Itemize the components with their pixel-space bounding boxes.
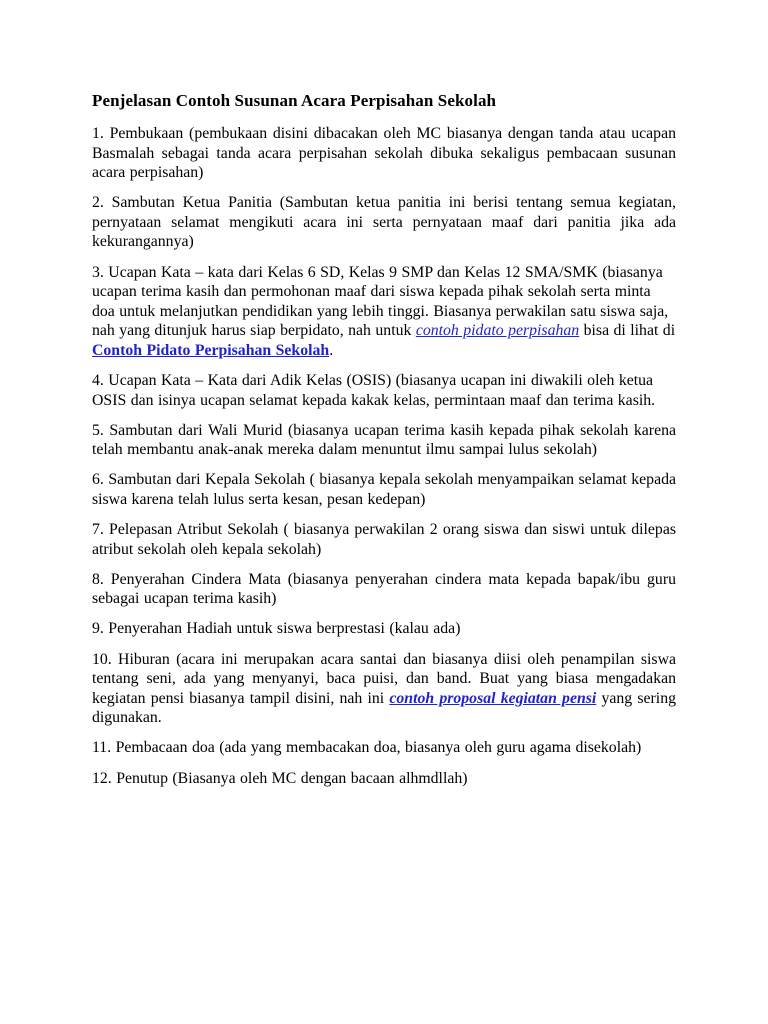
paragraph xyxy=(92,371,676,410)
paragraph xyxy=(92,738,676,758)
paragraph xyxy=(92,650,676,728)
text-run: 11. Pembacaan doa (ada yang membacakan doa, biasanya oleh guru agama disekolah) xyxy=(92,739,642,757)
paragraph xyxy=(92,570,676,609)
text-run: 4. Ucapan Kata – Kata dari Adik Kelas (OSIS) (biasanya ucapan ini diwakili oleh ketua OSIS dan isinya ucapan selamat kepada kakak kelas, permintaan maaf dan terima kasih. xyxy=(92,372,656,409)
paragraph xyxy=(92,263,676,361)
paragraph xyxy=(92,193,676,252)
paragraph xyxy=(92,769,676,789)
text-run: 1. Pembukaan (pembukaan disini dibacakan oleh MC biasanya dengan tanda atau ucapan Basmalah sebagai tanda acara perpisahan sekolah dibuka sekaligus pembacaan susunan acara perpisahan) xyxy=(92,125,676,182)
text-run: 10. Hiburan (acara ini merupakan acara santai dan biasanya diisi oleh penampilan siswa tentang seni, ada yang menyanyi, baca puisi, dan band. Buat yang biasa mengadakan kegiatan pensi biasanya tampil disini, nah ini xyxy=(92,650,676,707)
paragraph xyxy=(92,520,676,559)
link-contoh-pidato-perpisahan-sekolah[interactable]: Contoh Pidato Perpisahan Sekolah xyxy=(92,341,330,359)
text-run: 6. Sambutan dari Kepala Sekolah ( biasanya kepala sekolah menyampaikan selamat kepada siswa karena telah lulus serta kesan, pesan kedepan) xyxy=(92,471,676,508)
text-run: 9. Penyerahan Hadiah untuk siswa berprestasi (kalau ada) xyxy=(92,620,461,638)
text-run: 2. Sambutan Ketua Panitia (Sambutan ketua panitia ini berisi tentang semua kegiatan, pernyataan selamat mengikuti acara ini serta pernyataan maaf dari panitia jika ada kekurangannya) xyxy=(92,194,676,251)
paragraph xyxy=(92,124,676,183)
paragraph xyxy=(92,619,676,639)
text-run: . xyxy=(329,341,334,359)
text-run: yang sering digunakan. xyxy=(92,689,676,727)
document-title: Penjelasan Contoh Susunan Acara Perpisahan Sekolah xyxy=(92,91,497,110)
link-contoh-proposal-kegiatan-pensi[interactable]: contoh proposal kegiatan pensi xyxy=(389,689,597,707)
paragraph xyxy=(92,421,676,460)
text-run: 12. Penutup (Biasanya oleh MC dengan bacaan alhmdllah) xyxy=(92,769,468,787)
link-contoh-pidato-perpisahan[interactable]: contoh pidato perpisahan xyxy=(415,322,580,340)
text-run: 8. Penyerahan Cindera Mata (biasanya penyerahan cindera mata kepada bapak/ibu guru sebagai ucapan terima kasih) xyxy=(92,570,676,608)
text-run: 5. Sambutan dari Wali Murid (biasanya ucapan terima kasih kepada pihak sekolah karena telah membantu anak-anak mereka dalam menuntut ilmu sampai lulus sekolah) xyxy=(92,421,676,459)
text-run: 3. Ucapan Kata – kata dari Kelas 6 SD, Kelas 9 SMP dan Kelas 12 SMA/SMK (biasanya ucapan terima kasih dan permohonan maaf dari siswa kepada pihak sekolah serta minta doa untuk melanjutkan pendidikan yang lebih tinggi. Biasanya perwakilan satu siswa saja, nah yang ditunjuk harus siap berpidato, nah untuk xyxy=(92,263,669,340)
document-page xyxy=(92,91,676,799)
text-run: bisa di lihat di xyxy=(579,322,676,340)
text-run: 7. Pelepasan Atribut Sekolah ( biasanya perwakilan 2 orang siswa dan siswi untuk dilepas atribut sekolah oleh kepala sekolah) xyxy=(92,521,676,558)
document-body xyxy=(92,124,676,788)
paragraph xyxy=(92,470,676,509)
